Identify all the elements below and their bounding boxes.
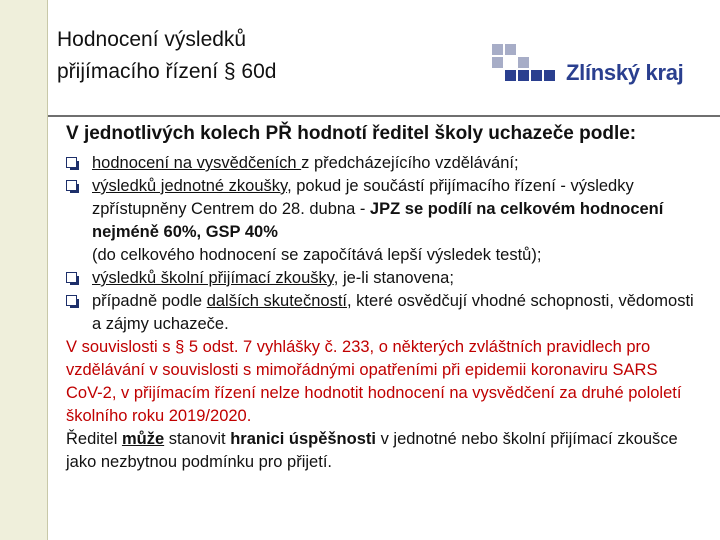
item2-underlined: výsledků jednotné zkoušky (92, 177, 288, 195)
title-line-2: přijímacího řízení § 60d (57, 60, 277, 83)
final-part-3: v jednotné nebo školní přijímací zkoušce jako nezbytnou podmínku pro přijetí. (66, 430, 678, 471)
item2-text: , pokud je součástí přijímacího řízení - výsledky zpřístupněny Centrem do 28. dubna - (92, 177, 634, 218)
item1-text: z předcházejícího vzdělávání; (301, 154, 519, 172)
item2-note: (do celkového hodnocení se započítává lepší výsledek testů); (92, 246, 542, 264)
item4-before: případně podle (92, 292, 207, 310)
checkbox-bullet-icon (66, 180, 77, 191)
slide-title (57, 24, 276, 88)
left-decorative-strip (0, 0, 48, 540)
final-may: může (121, 430, 165, 448)
final-part-1: Ředitel (66, 430, 122, 448)
checkbox-bullet-icon (66, 295, 77, 306)
item4-underlined: dalších skutečností (206, 292, 348, 310)
checkbox-bullet-icon (66, 272, 77, 283)
final-threshold: hranici úspěšnosti (230, 430, 376, 448)
slide-body (66, 122, 696, 474)
covid-exception-paragraph: V souvislosti s § 5 odst. 7 vyhlášky č. 233, o některých zvláštních pravidlech pro vzdělávání v souvislosti s mimořádnými opatřeními při epidemii koronaviru SARS CoV-2, v přijímacím řízení nelze hodnotit hodnocení na vysvědčení za druhé pololetí školního roku 2019/2020. (66, 338, 682, 425)
final-part-2: stanovit (164, 430, 231, 448)
item1-underlined: hodnocení na vysvědčeních (92, 154, 302, 172)
criteria-list (66, 152, 696, 336)
left-strip-border (47, 0, 48, 540)
list-item (66, 152, 696, 175)
list-item (66, 290, 696, 336)
item3-text: , je-li stanovena; (333, 269, 454, 287)
item4-text: , které osvědčují vhodné schopnosti, vědomosti a zájmy uchazeče. (92, 292, 694, 333)
item3-underlined: výsledků školní přijímací zkoušky (92, 269, 334, 287)
logo-text: Zlínský kraj (566, 60, 684, 85)
final-paragraph (66, 428, 696, 474)
checkbox-bullet-icon (66, 157, 77, 168)
lead-text: V jednotlivých kolech PŘ hodnotí ředitel školy uchazeče podle: (66, 123, 637, 144)
list-item (66, 267, 696, 290)
item2-bold: JPZ se podílí na celkovém hodnocení nejméně 60%, GSP 40% (92, 200, 664, 241)
title-line-1: Hodnocení výsledků (57, 28, 247, 51)
list-item (66, 175, 696, 267)
title-divider (48, 115, 720, 117)
